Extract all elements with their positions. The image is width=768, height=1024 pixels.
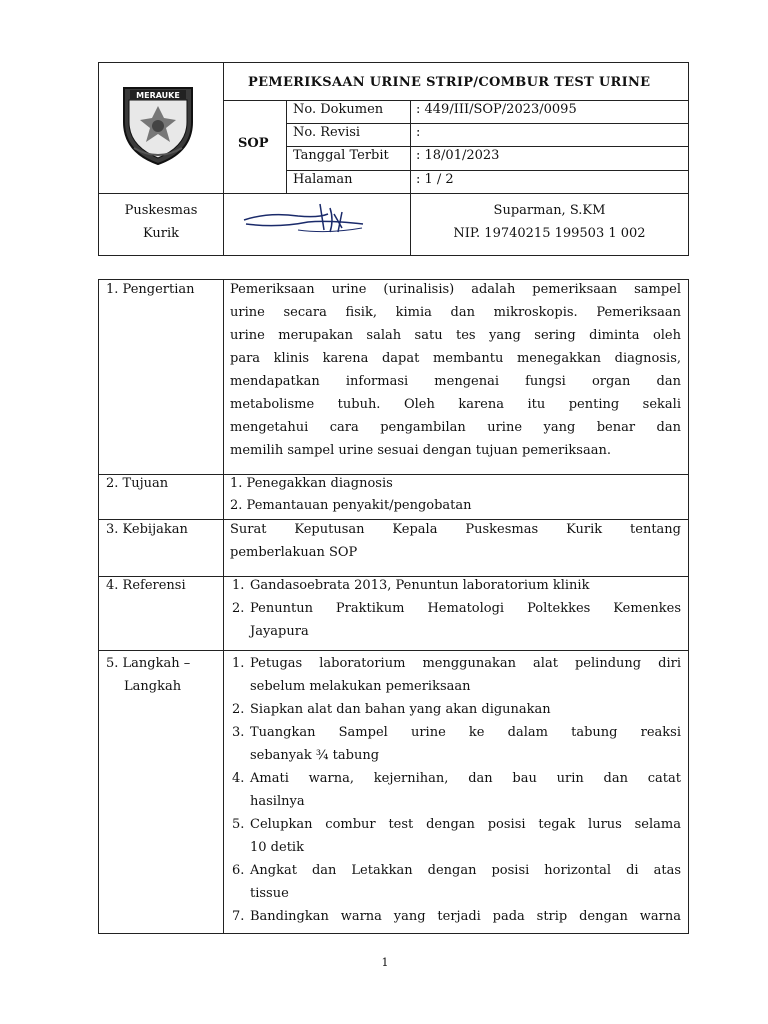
- org-name-line2: Kurik: [142, 226, 180, 241]
- field-value-no-revisi: :: [416, 125, 421, 140]
- langkah-num: 3.: [232, 725, 245, 740]
- referensi-num: 2.: [232, 601, 245, 616]
- field-value-halaman: : 1 / 2: [416, 172, 454, 187]
- section-label-tujuan: 2. Tujuan: [106, 476, 169, 491]
- langkah-line: sebelum melakukan pemeriksaan: [250, 679, 471, 694]
- langkah-line: Angkat dan Letakkan dengan posisi horizontal di atas: [250, 863, 681, 878]
- langkah-line: Siapkan alat dan bahan yang akan digunakan: [250, 702, 551, 717]
- field-value-tanggal-terbit: : 18/01/2023: [416, 148, 500, 163]
- referensi-num: 1.: [232, 578, 245, 593]
- sop-label: SOP: [238, 136, 269, 151]
- pengertian-line: memilih sampel urine sesuai dengan tujuan pemeriksaan.: [230, 443, 611, 458]
- referensi-line: Gandasoebrata 2013, Penuntun laboratorium klinik: [250, 578, 590, 593]
- langkah-num: 6.: [232, 863, 245, 878]
- signature: [238, 200, 368, 240]
- langkah-line: Bandingkan warna yang terjadi pada strip dengan warna: [250, 909, 681, 924]
- section-label-pengertian: 1. Pengertian: [106, 282, 195, 297]
- pengertian-line: urine merupakan salah satu tes yang sering diminta oleh: [230, 328, 681, 343]
- signer-name: Suparman, S.KM: [493, 203, 606, 218]
- field-label-tanggal-terbit: Tanggal Terbit: [293, 148, 389, 163]
- langkah-line: tissue: [250, 886, 289, 901]
- field-label-no-dokumen: No. Dokumen: [293, 102, 384, 117]
- pengertian-line: mendapatkan informasi mengenai fungsi organ dan: [230, 374, 681, 389]
- langkah-line: 10 detik: [250, 840, 304, 855]
- document-title: PEMERIKSAAN URINE STRIP/COMBUR TEST URINE: [248, 75, 651, 90]
- signer-nip: NIP. 19740215 199503 1 002: [453, 226, 646, 241]
- field-label-no-revisi: No. Revisi: [293, 125, 361, 140]
- langkah-num: 5.: [232, 817, 245, 832]
- langkah-line: Celupkan combur test dengan posisi tegak lurus selama: [250, 817, 681, 832]
- langkah-num: 1.: [232, 656, 245, 671]
- referensi-line: Penuntun Praktikum Hematologi Poltekkes Kemenkes: [250, 601, 681, 616]
- section-label-langkah-cont: Langkah: [124, 679, 182, 694]
- kebijakan-line: Surat Keputusan Kepala Puskesmas Kurik tentang: [230, 522, 681, 537]
- tujuan-item: 2. Pemantauan penyakit/pengobatan: [230, 498, 472, 513]
- pengertian-line: metabolisme tubuh. Oleh karena itu penting sekali: [230, 397, 681, 412]
- section-label-referensi: 4. Referensi: [106, 578, 186, 593]
- merauke-logo: [118, 82, 198, 168]
- referensi-line: Jayapura: [250, 624, 309, 639]
- pengertian-line: para klinis karena dapat membantu menegakkan diagnosis,: [230, 351, 681, 366]
- langkah-line: Petugas laboratorium menggunakan alat pelindung diri: [250, 656, 681, 671]
- section-label-langkah: 5. Langkah –: [106, 656, 191, 671]
- page-number: 1: [381, 956, 389, 969]
- langkah-line: Tuangkan Sampel urine ke dalam tabung reaksi: [250, 725, 681, 740]
- pengertian-line: urine secara fisik, kimia dan mikroskopis. Pemeriksaan: [230, 305, 681, 320]
- pengertian-line: Pemeriksaan urine (urinalisis) adalah pemeriksaan sampel: [230, 282, 681, 297]
- kebijakan-line: pemberlakuan SOP: [230, 545, 358, 560]
- tujuan-item: 1. Penegakkan diagnosis: [230, 476, 393, 491]
- langkah-line: sebanyak ¾ tabung: [250, 748, 380, 763]
- langkah-num: 2.: [232, 702, 245, 717]
- field-value-no-dokumen: : 449/III/SOP/2023/0095: [416, 102, 577, 117]
- org-name-line1: Puskesmas: [124, 203, 198, 218]
- langkah-num: 7.: [232, 909, 245, 924]
- section-label-kebijakan: 3. Kebijakan: [106, 522, 188, 537]
- langkah-line: hasilnya: [250, 794, 305, 809]
- pengertian-line: mengetahui cara pengambilan urine yang benar dan: [230, 420, 681, 435]
- logo-text: MERAUKE: [136, 91, 180, 100]
- langkah-num: 4.: [232, 771, 245, 786]
- field-label-halaman: Halaman: [293, 172, 353, 187]
- langkah-line: Amati warna, kejernihan, dan bau urin dan catat: [250, 771, 681, 786]
